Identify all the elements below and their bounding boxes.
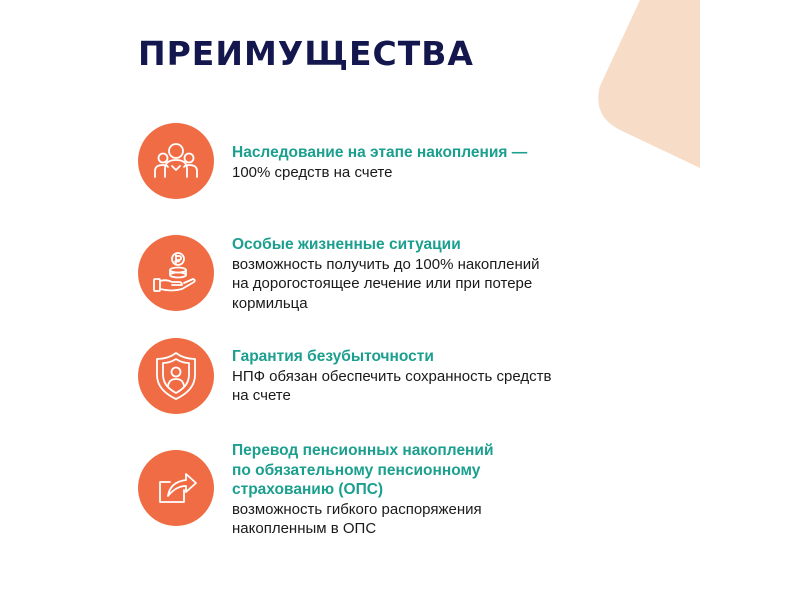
benefit-heading — [232, 347, 602, 367]
description-line: возможность гибкого распоряжения — [232, 500, 482, 518]
benefit-heading — [232, 143, 602, 163]
benefit-description — [232, 255, 602, 314]
heading-line: по обязательному пенсионному — [232, 461, 481, 479]
description-line: на счете — [232, 387, 291, 404]
description-line: 100% средств на счете — [232, 163, 393, 181]
hand-coins-icon — [148, 245, 204, 301]
shield-person-icon — [148, 348, 204, 404]
heading-line: страхованию (ОПС) — [232, 481, 384, 498]
description-line: возможность получить до 100% накоплений — [232, 255, 540, 273]
page-title: ПРЕИМУЩЕСТВА — [138, 34, 474, 73]
benefit-icon-circle — [138, 338, 214, 414]
benefit-icon-circle — [138, 450, 214, 526]
benefit-description — [232, 500, 602, 539]
benefit-description — [232, 367, 602, 406]
description-line: на дорогостоящее лечение или при потере — [232, 275, 533, 292]
heading-line: Особые жизненные ситуации — [232, 236, 461, 253]
benefit-icon-circle — [138, 123, 214, 199]
transfer-arrow-icon — [148, 460, 204, 516]
description-line: НПФ обязан обеспечить сохранность средств — [232, 367, 552, 385]
description-line: накопленным в ОПС — [232, 520, 377, 537]
heading-line: Наследование на этапе накопления — — [232, 144, 528, 161]
benefit-description — [232, 163, 602, 183]
heading-line: Гарантия безубыточности — [232, 348, 434, 365]
description-line: кормильца — [232, 294, 308, 312]
benefit-heading — [232, 235, 602, 255]
benefit-icon-circle — [138, 235, 214, 311]
family-group-icon — [148, 133, 204, 189]
heading-line: Перевод пенсионных накоплений — [232, 442, 494, 459]
benefit-heading — [232, 441, 602, 500]
